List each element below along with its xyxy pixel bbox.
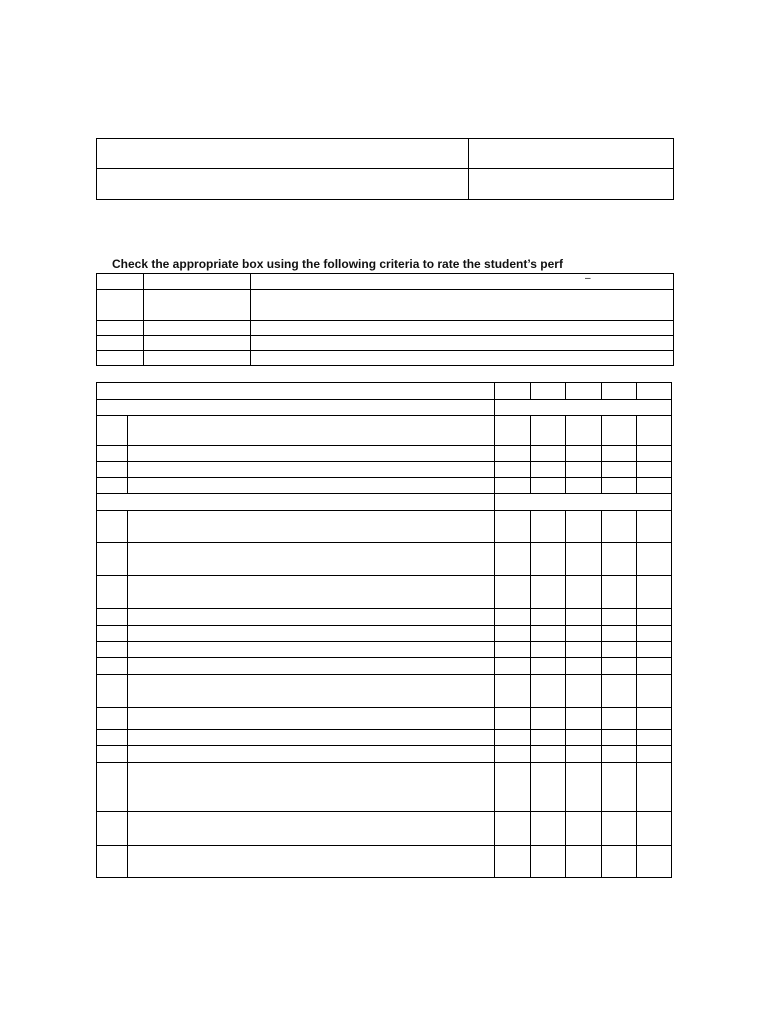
rating-checkbox-cell[interactable]: [495, 642, 531, 658]
rating-checkbox-cell[interactable]: [602, 543, 637, 576]
rating-checkbox-cell[interactable]: [531, 763, 566, 812]
item-number-cell: [97, 730, 128, 746]
table-row: [97, 642, 672, 658]
rating-checkbox-cell[interactable]: [637, 576, 672, 609]
rating-checkbox-cell[interactable]: [602, 763, 637, 812]
rating-checkbox-cell[interactable]: [637, 416, 672, 446]
rating-checkbox-cell[interactable]: [531, 462, 566, 478]
rating-checkbox-cell[interactable]: [495, 462, 531, 478]
table-row: [97, 290, 674, 321]
item-number-cell: [97, 446, 128, 462]
rating-checkbox-cell[interactable]: [495, 478, 531, 494]
table-row: [97, 763, 672, 812]
rating-checkbox-cell[interactable]: [531, 543, 566, 576]
rating-checkbox-cell[interactable]: [531, 658, 566, 675]
item-number-cell: [97, 746, 128, 763]
table-row: [97, 336, 674, 351]
item-description-cell: [128, 416, 495, 446]
header-field-cell[interactable]: [469, 139, 674, 169]
table-row: [97, 746, 672, 763]
rating-checkbox-cell[interactable]: [637, 746, 672, 763]
rating-checkbox-cell[interactable]: [531, 416, 566, 446]
rating-checkbox-cell[interactable]: [495, 626, 531, 642]
table-row: [97, 675, 672, 708]
rating-checkbox-cell[interactable]: [495, 609, 531, 626]
item-number-cell: [97, 609, 128, 626]
rating-checkbox-cell[interactable]: [637, 543, 672, 576]
item-description-cell: [128, 746, 495, 763]
rating-checkbox-cell[interactable]: [602, 576, 637, 609]
rating-table: [96, 382, 672, 878]
rating-checkbox-cell[interactable]: [531, 746, 566, 763]
rating-checkbox-cell[interactable]: [637, 846, 672, 878]
rating-checkbox-cell[interactable]: [602, 675, 637, 708]
rating-checkbox-cell[interactable]: [602, 708, 637, 730]
rating-checkbox-cell[interactable]: [637, 626, 672, 642]
rating-checkbox-cell[interactable]: [531, 675, 566, 708]
rating-checkbox-cell[interactable]: [531, 609, 566, 626]
header-field-cell[interactable]: [469, 169, 674, 200]
rating-checkbox-cell[interactable]: [531, 511, 566, 543]
rating-checkbox-cell[interactable]: [566, 675, 602, 708]
item-description-cell: [128, 609, 495, 626]
item-description-cell: [128, 658, 495, 675]
table-row: [97, 351, 674, 366]
rating-checkbox-cell[interactable]: [495, 730, 531, 746]
rating-checkbox-cell[interactable]: [566, 478, 602, 494]
rating-checkbox-cell[interactable]: [531, 846, 566, 878]
rating-checkbox-cell[interactable]: [637, 675, 672, 708]
table-row: [97, 576, 672, 609]
rating-checkbox-cell[interactable]: [566, 416, 602, 446]
rating-checkbox-cell[interactable]: [531, 626, 566, 642]
rating-checkbox-cell[interactable]: [531, 642, 566, 658]
section-rating-cell: [495, 494, 672, 511]
item-description-cell: [128, 730, 495, 746]
item-description-cell: [128, 846, 495, 878]
section-title-cell: [97, 400, 495, 416]
rating-checkbox-cell[interactable]: [566, 763, 602, 812]
rating-checkbox-cell[interactable]: [637, 730, 672, 746]
rating-checkbox-cell[interactable]: [495, 763, 531, 812]
rating-checkbox-cell[interactable]: [566, 446, 602, 462]
table-row: [97, 416, 672, 446]
rating-checkbox-cell[interactable]: [602, 812, 637, 846]
table-row: [97, 658, 672, 675]
rating-checkbox-cell[interactable]: [495, 576, 531, 609]
item-number-cell: [97, 511, 128, 543]
rating-checkbox-cell[interactable]: [602, 609, 637, 626]
item-description-cell: [128, 642, 495, 658]
table-row: [97, 609, 672, 626]
header-field-cell[interactable]: [97, 169, 469, 200]
item-number-cell: [97, 708, 128, 730]
rating-checkbox-cell[interactable]: [495, 416, 531, 446]
table-row: [97, 846, 672, 878]
rating-checkbox-cell[interactable]: [602, 511, 637, 543]
section-row: [97, 400, 672, 416]
item-number-cell: [97, 675, 128, 708]
rating-header-cell: [637, 383, 672, 400]
rating-checkbox-cell[interactable]: [637, 658, 672, 675]
rating-checkbox-cell[interactable]: [602, 746, 637, 763]
rating-checkbox-cell[interactable]: [566, 642, 602, 658]
item-number-cell: [97, 478, 128, 494]
item-description-cell: [128, 675, 495, 708]
item-description-cell: [128, 511, 495, 543]
rating-checkbox-cell[interactable]: [531, 478, 566, 494]
table-header-row: [97, 383, 672, 400]
item-number-cell: [97, 626, 128, 642]
rating-checkbox-cell[interactable]: [531, 812, 566, 846]
rating-checkbox-cell[interactable]: [602, 446, 637, 462]
header-criteria-cell: [97, 383, 495, 400]
item-description-cell: [128, 626, 495, 642]
rating-checkbox-cell[interactable]: [566, 511, 602, 543]
rating-checkbox-cell[interactable]: [566, 462, 602, 478]
item-number-cell: [97, 642, 128, 658]
rating-checkbox-cell[interactable]: [602, 416, 637, 446]
rating-checkbox-cell[interactable]: [637, 708, 672, 730]
table-row: [97, 543, 672, 576]
rating-checkbox-cell[interactable]: [602, 846, 637, 878]
rating-checkbox-cell[interactable]: [495, 846, 531, 878]
item-number-cell: [97, 416, 128, 446]
rating-checkbox-cell[interactable]: [566, 730, 602, 746]
rating-checkbox-cell[interactable]: [602, 462, 637, 478]
rating-checkbox-cell[interactable]: [495, 446, 531, 462]
rating-checkbox-cell[interactable]: [531, 446, 566, 462]
item-number-cell: [97, 658, 128, 675]
rating-checkbox-cell[interactable]: [602, 658, 637, 675]
rating-checkbox-cell[interactable]: [495, 812, 531, 846]
item-number-cell: [97, 543, 128, 576]
rating-checkbox-cell[interactable]: [566, 846, 602, 878]
section-title-cell: [97, 494, 495, 511]
rating-header-cell: [495, 383, 531, 400]
rating-checkbox-cell[interactable]: [637, 812, 672, 846]
rating-checkbox-cell[interactable]: [637, 763, 672, 812]
rating-checkbox-cell[interactable]: [566, 626, 602, 642]
rating-checkbox-cell[interactable]: [566, 576, 602, 609]
rating-checkbox-cell[interactable]: [637, 462, 672, 478]
rating-checkbox-cell[interactable]: [495, 511, 531, 543]
table-row: [97, 511, 672, 543]
rating-checkbox-cell[interactable]: [495, 746, 531, 763]
rating-checkbox-cell[interactable]: [602, 730, 637, 746]
rating-checkbox-cell[interactable]: [495, 658, 531, 675]
item-number-cell: [97, 812, 128, 846]
rating-header-cell: [602, 383, 637, 400]
rating-checkbox-cell[interactable]: [495, 708, 531, 730]
rating-checkbox-cell[interactable]: [495, 543, 531, 576]
section-row: [97, 494, 672, 511]
header-field-cell[interactable]: [97, 139, 469, 169]
item-description-cell: [128, 446, 495, 462]
rating-checkbox-cell[interactable]: [531, 708, 566, 730]
item-number-cell: [97, 763, 128, 812]
rating-checkbox-cell[interactable]: [602, 642, 637, 658]
table-row: [97, 446, 672, 462]
item-description-cell: [128, 462, 495, 478]
rating-header-cell: [566, 383, 602, 400]
rating-checkbox-cell[interactable]: [531, 730, 566, 746]
rating-checkbox-cell[interactable]: [637, 478, 672, 494]
table-row: [97, 812, 672, 846]
item-number-cell: [97, 576, 128, 609]
rating-checkbox-cell[interactable]: [566, 609, 602, 626]
table-row: [97, 708, 672, 730]
header-info-table: [96, 138, 674, 200]
item-description-cell: [128, 478, 495, 494]
rating-header-cell: [531, 383, 566, 400]
item-number-cell: [97, 462, 128, 478]
rating-checkbox-cell[interactable]: [602, 626, 637, 642]
rating-checkbox-cell[interactable]: [566, 543, 602, 576]
rating-checkbox-cell[interactable]: [637, 446, 672, 462]
item-number-cell: [97, 846, 128, 878]
rating-checkbox-cell[interactable]: [637, 511, 672, 543]
section-rating-cell: [495, 400, 672, 416]
table-row: [97, 626, 672, 642]
rating-checkbox-cell[interactable]: [602, 478, 637, 494]
rating-checkbox-cell[interactable]: [566, 746, 602, 763]
rating-checkbox-cell[interactable]: [495, 675, 531, 708]
item-description-cell: [128, 576, 495, 609]
table-row: [97, 478, 672, 494]
rating-checkbox-cell[interactable]: [566, 708, 602, 730]
item-description-cell: [128, 708, 495, 730]
item-description-cell: [128, 812, 495, 846]
rating-checkbox-cell[interactable]: [566, 812, 602, 846]
table-row: [97, 321, 674, 336]
item-description-cell: [128, 543, 495, 576]
rating-checkbox-cell[interactable]: [637, 609, 672, 626]
dash-mark: –: [585, 273, 591, 284]
criteria-table: [96, 273, 674, 366]
instructions-text: Check the appropriate box using the following criteria to rate the student’s perf: [112, 257, 563, 271]
item-description-cell: [128, 763, 495, 812]
rating-checkbox-cell[interactable]: [531, 576, 566, 609]
rating-checkbox-cell[interactable]: [637, 642, 672, 658]
rating-checkbox-cell[interactable]: [566, 658, 602, 675]
table-row: [97, 462, 672, 478]
table-row: [97, 730, 672, 746]
